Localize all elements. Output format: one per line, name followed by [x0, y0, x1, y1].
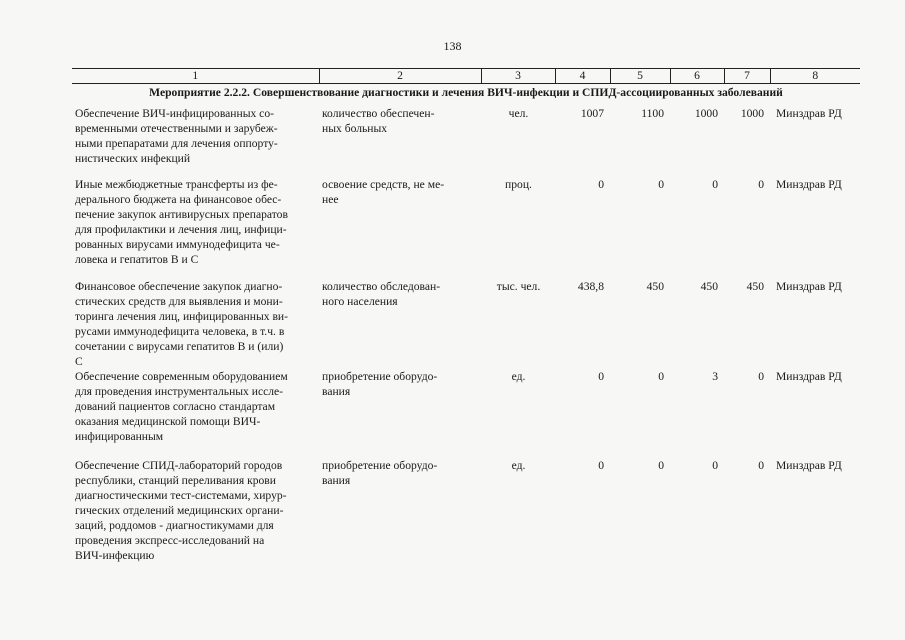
value-cell: 0	[658, 370, 664, 383]
measure-name-cell: Иные межбюджетные трансферты из фе- дерального бюджета на финансовое обес- печение закупок антивирусных препаратов для профилактики и лечения лиц, инфици- рованных вирусами иммунодефицита че- ловека и гепатитов В и С	[75, 178, 288, 266]
value-cell: 0	[658, 459, 664, 472]
value-cell: 0	[712, 178, 718, 191]
unit-cell: ед.	[511, 370, 526, 383]
value-cell: 0	[598, 370, 604, 383]
table-row	[72, 458, 860, 563]
table-row	[72, 102, 860, 177]
column-header: 3	[481, 69, 555, 84]
indicator-cell: приобретение оборудо- вания	[322, 459, 438, 487]
value-cell: 0	[758, 370, 764, 383]
column-header: 4	[555, 69, 610, 84]
unit-cell: проц.	[505, 178, 532, 191]
section-title: Мероприятие 2.2.2. Совершенствование диагностики и лечения ВИЧ-инфекции и СПИД-ассоциированных заболеваний	[149, 86, 783, 99]
table-row	[72, 177, 860, 279]
indicator-cell: приобретение оборудо- вания	[322, 370, 438, 398]
value-cell: 0	[712, 459, 718, 472]
table-row	[72, 279, 860, 369]
value-cell: 0	[598, 459, 604, 472]
value-cell: 1000	[694, 107, 718, 120]
unit-cell: ед.	[511, 459, 526, 472]
executor-cell: Минздрав РД	[776, 280, 842, 293]
column-header: 2	[319, 69, 481, 84]
indicator-cell: освоение средств, не ме- нее	[322, 178, 445, 206]
section-title-row	[72, 84, 860, 103]
indicator-cell: количество обеспечен- ных больных	[322, 107, 435, 135]
measures-table	[72, 68, 860, 563]
value-cell: 0	[658, 178, 664, 191]
value-cell: 0	[598, 178, 604, 191]
value-cell: 1007	[580, 107, 604, 120]
measure-name-cell: Обеспечение современным оборудованием для проведения инструментальных иссле- дований пациентов согласно стандартам оказания медицинской помощи ВИЧ- инфицированным	[75, 370, 288, 443]
page-number: 138	[443, 39, 462, 53]
executor-cell: Минздрав РД	[776, 178, 842, 191]
column-header: 1	[72, 69, 319, 84]
value-cell: 0	[758, 459, 764, 472]
measure-name-cell: Обеспечение ВИЧ-инфицированных со- временными отечественными и зарубеж- ными препаратами для лечения оппорту- нистических инфекций	[75, 107, 278, 165]
measure-name-cell: Обеспечение СПИД-лабораторий городов республики, станций переливания крови диагностическими тест-системами, хирур- гических отделений медицинских органи- заций, роддомов - диагностикумами для проведения экспресс-исследований на ВИЧ-инфекцию	[75, 459, 287, 562]
column-number-header	[72, 69, 860, 84]
table-row	[72, 369, 860, 458]
value-cell: 0	[758, 178, 764, 191]
value-cell: 450	[700, 280, 718, 293]
document-table-container	[72, 68, 860, 563]
value-cell: 438,8	[577, 280, 604, 293]
value-cell: 450	[646, 280, 664, 293]
executor-cell: Минздрав РД	[776, 370, 842, 383]
column-header: 7	[724, 69, 770, 84]
executor-cell: Минздрав РД	[776, 459, 842, 472]
unit-cell: тыс. чел.	[496, 280, 541, 293]
value-cell: 1100	[641, 107, 664, 120]
indicator-cell: количество обследован- ного населения	[322, 280, 441, 308]
column-header: 5	[610, 69, 670, 84]
measure-name-cell: Финансовое обеспечение закупок диагно- стических средств для выявления и мони- торинга лечения лиц, инфицированных ви- русами иммунодефицита человека, в т.ч. в сочетании с вирусами гепатитов В и (или) С	[75, 280, 288, 368]
column-header: 6	[670, 69, 724, 84]
executor-cell: Минздрав РД	[776, 107, 842, 120]
value-cell: 450	[746, 280, 764, 293]
column-header: 8	[770, 69, 860, 84]
unit-cell: чел.	[508, 107, 529, 120]
value-cell: 3	[712, 370, 718, 383]
value-cell: 1000	[740, 107, 764, 120]
